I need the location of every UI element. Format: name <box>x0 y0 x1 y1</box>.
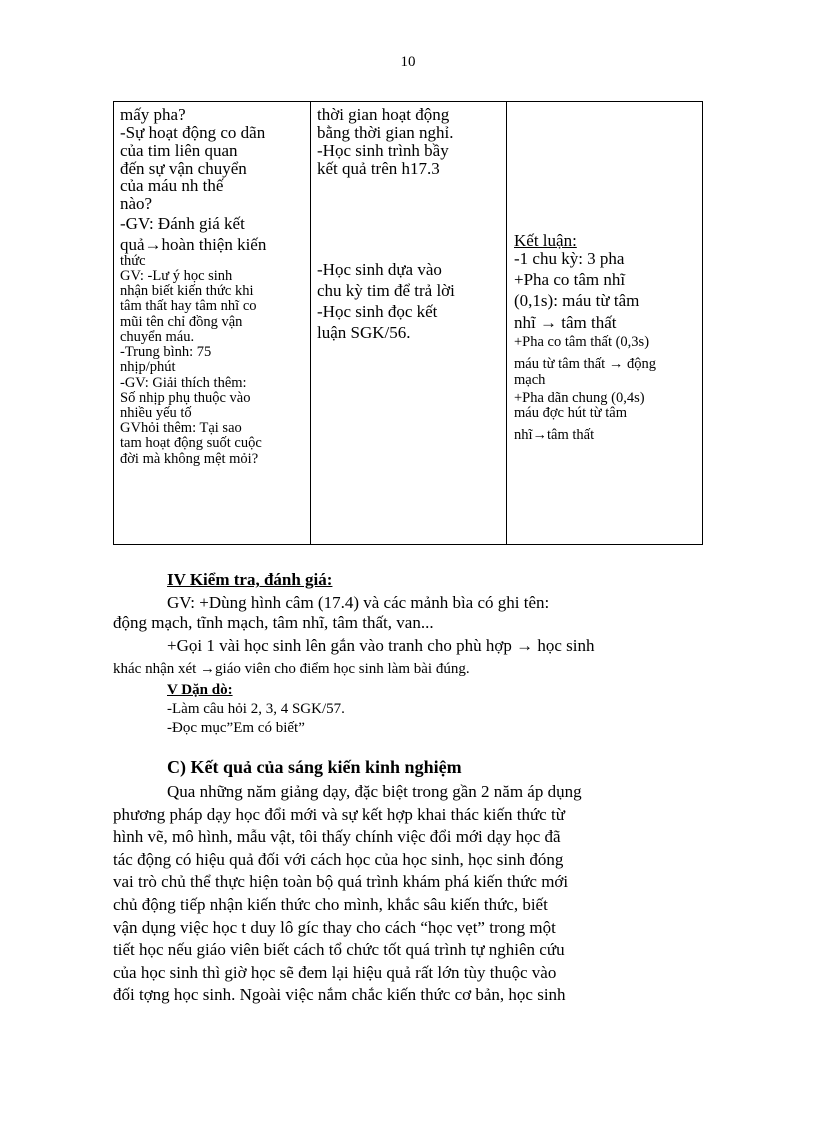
paragraph-line: vai trò chủ thể thực hiện toàn bộ quá trình khám phá kiến thức mới <box>113 872 569 892</box>
table-line: -GV: Đánh giá kết <box>120 214 245 234</box>
table-line: bằng thời gian nghỉ. <box>317 122 454 142</box>
table-line: đời mà không mệt mỏi? <box>120 450 259 467</box>
table-line: kết quả trên h17.3 <box>317 158 440 178</box>
section-v-heading: V Dặn dò: <box>167 682 233 698</box>
paragraph-line: phương pháp dạy học đổi mới và sự kết hợp khai thác kiến thức từ <box>113 804 565 824</box>
table-line: GV: -Lư ý học sinh <box>120 267 233 284</box>
table-line: tâm thất hay tâm nhĩ co <box>120 298 257 315</box>
paragraph-line: hình vẽ, mô hình, mẫu vật, tôi thấy chính việc đổi mới dạy học đã <box>113 827 561 847</box>
paragraph-line: +Gọi 1 vài học sinh lên gắn vào tranh cho phù hợp → học sinh <box>167 636 595 655</box>
section-iv-body-cont <box>113 613 703 633</box>
table-line: -GV: Giải thích thêm: <box>120 374 247 391</box>
paragraph-line: chủ động tiếp nhận kiến thức cho mình, khắc sâu kiến thức, biết <box>113 894 548 914</box>
table-line: -Học sinh trình bầy <box>317 140 449 160</box>
table-line: chu kỳ tim để trả lời <box>317 281 455 301</box>
table-line: nào? <box>120 194 153 214</box>
table-line: thời gian hoạt động <box>317 105 450 124</box>
table-line: Số nhịp phụ thuộc vào <box>120 389 251 406</box>
table-line: chuyển máu. <box>120 328 195 345</box>
table-line: -1 chu kỳ: 3 pha <box>514 248 625 268</box>
table-line: thức <box>120 252 146 269</box>
page-number: 10 <box>400 54 416 70</box>
lesson-table <box>113 101 703 545</box>
paragraph-line: đối tợng học sinh. Ngoài việc nắm chắc kiến thức cơ bản, học sinh <box>113 985 566 1005</box>
section-iv-heading: IV Kiểm tra, đánh giá: <box>167 570 333 589</box>
section-iv-task-cont <box>113 661 703 678</box>
table-line: mạch <box>514 371 546 388</box>
paragraph-line: tiết học nếu giáo viên biết cách tổ chức tốt quá trình tự nghiên cứu <box>113 940 565 960</box>
student-activity-column <box>317 106 507 342</box>
table-line: +Pha dãn chung (0,4s) <box>514 389 645 406</box>
list-item: -Đọc mục”Em có biết” <box>167 720 305 736</box>
paragraph-line: tác động có hiệu quả đối với cách học của học sinh, học sinh đóng <box>113 849 564 869</box>
paragraph-line: vận dụng việc học t duy lô gíc thay cho cách “học vẹt” trong một <box>113 917 556 937</box>
table-line: nhiều yếu tố <box>120 404 192 421</box>
column-divider <box>310 102 311 544</box>
table-line: của máu nh thế <box>120 176 224 196</box>
table-line: mấy pha? <box>120 105 186 124</box>
section-iv-task <box>167 636 707 656</box>
table-line: +Pha co tâm nhĩ <box>514 269 626 289</box>
paragraph-line: của học sinh thì giờ học sẽ đem lại hiệu quả rất lớn tùy thuộc vào <box>113 962 557 982</box>
paragraph-line: GV: +Dùng hình câm (17.4) và các mảnh bìa có ghi tên: <box>167 593 550 612</box>
table-line: +Pha co tâm thất (0,3s) <box>514 334 650 351</box>
table-line: -Học sinh đọc kết <box>317 302 438 322</box>
table-line: quả→hoàn thiện kiến <box>120 234 267 254</box>
teacher-activity-column <box>120 106 310 467</box>
table-line: -Sự hoạt động co dãn <box>120 122 266 142</box>
table-line: (0,1s): máu từ tâm <box>514 290 640 310</box>
table-line: GVhỏi thêm: Tại sao <box>120 420 242 437</box>
table-line: máu đợc hút từ tâm <box>514 405 627 422</box>
conclusion-heading: Kết luận: <box>514 231 577 250</box>
paragraph-line: Qua những năm giảng dạy, đặc biệt trong gần 2 năm áp dụng <box>167 782 582 801</box>
table-line: tam hoạt động suốt cuộc <box>120 435 262 452</box>
section-c-paragraph <box>113 781 703 1007</box>
paragraph-line: khác nhận xét →giáo viên cho điểm học sinh làm bài đúng. <box>113 661 470 677</box>
table-line: nhận biết kiến thức khi <box>120 283 254 300</box>
table-line: nhĩ → tâm thất <box>514 313 617 333</box>
table-line: đến sự vận chuyển <box>120 158 247 178</box>
paragraph-line: động mạch, tĩnh mạch, tâm nhĩ, tâm thất, van... <box>113 613 434 632</box>
table-line: -Học sinh dựa vào <box>317 260 442 280</box>
table-line: nhịp/phút <box>120 359 176 376</box>
list-item: -Làm câu hỏi 2, 3, 4 SGK/57. <box>167 701 345 717</box>
section-v <box>167 682 707 737</box>
table-line: của tim liên quan <box>120 140 238 160</box>
table-line: -Trung bình: 75 <box>120 344 212 361</box>
table-line: luận SGK/56. <box>317 322 411 342</box>
table-line: máu từ tâm thất → động <box>514 356 656 373</box>
table-line: mũi tên chỉ đồng vận <box>120 313 243 330</box>
table-line: nhĩ→tâm thất <box>514 427 595 444</box>
section-c-heading: C) Kết quả của sáng kiến kinh nghiệm <box>167 757 462 777</box>
section-iv-body <box>167 592 697 613</box>
content-column <box>514 232 700 444</box>
